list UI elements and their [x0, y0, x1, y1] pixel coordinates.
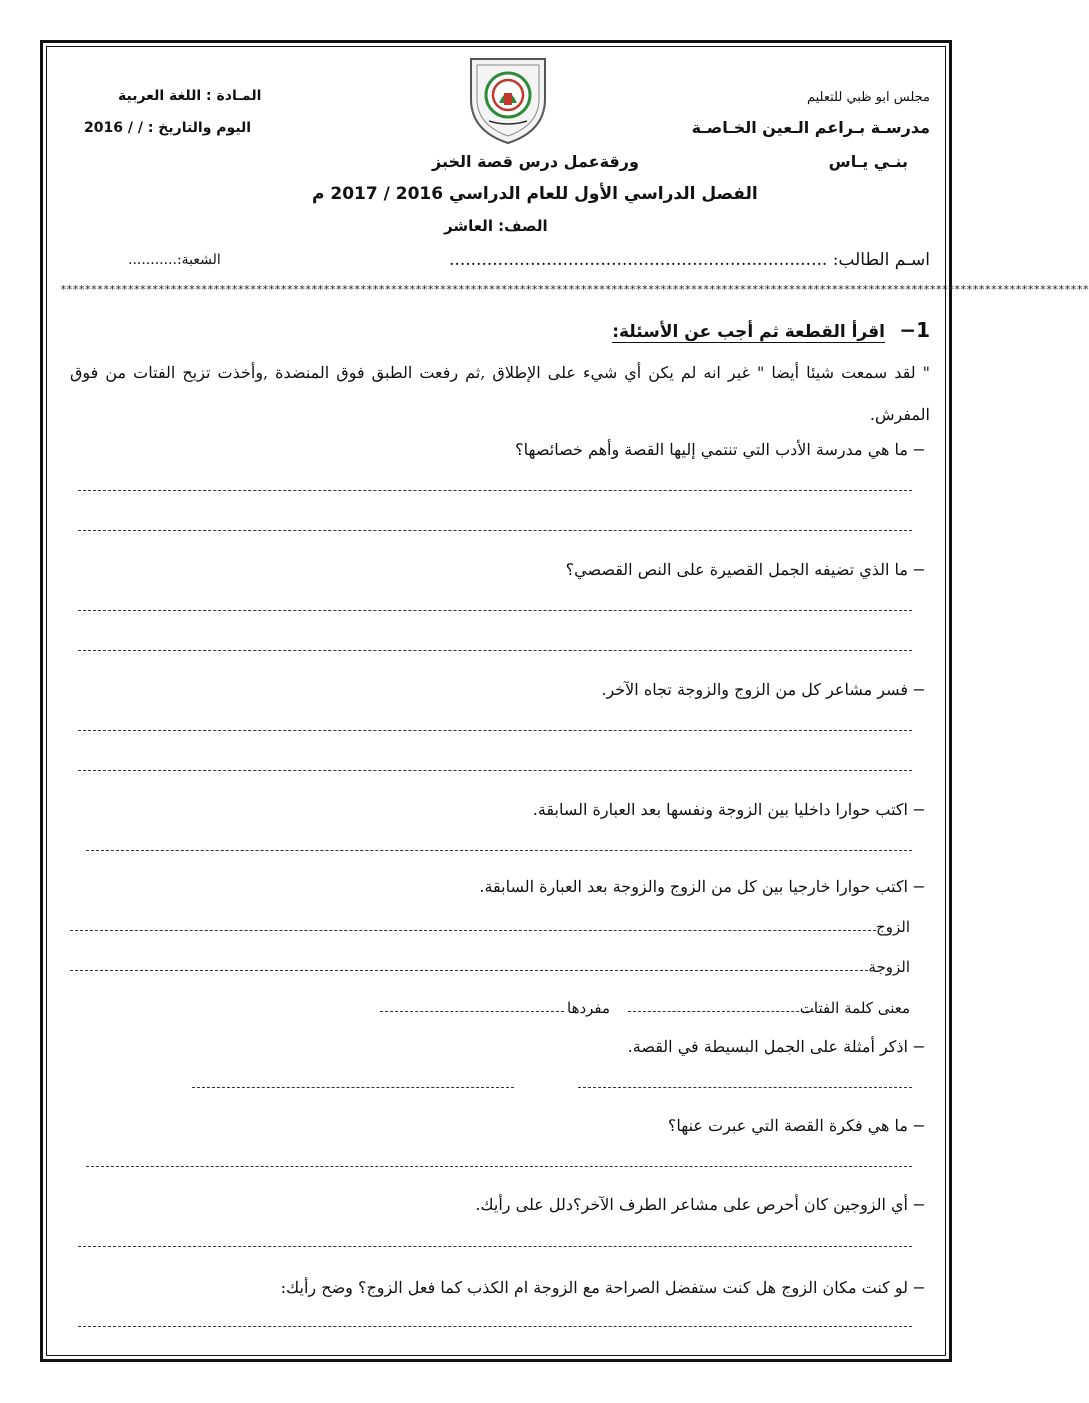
- item-9: −لو كنت مكان الزوج هل كنت ستفضل الصراحة مع الزوجة ام الكذب كما فعل الزوج؟ وضح رأيك:: [280, 1278, 926, 1297]
- item-7: −ما هي فكرة القصة التي عبرت عنها؟: [667, 1116, 926, 1135]
- page-border-inner: [46, 46, 1089, 1356]
- question-title: اقرأ القطعة ثم أجب عن الأسئلة:: [612, 322, 885, 342]
- question-number: 1−: [899, 318, 930, 342]
- answer-line[interactable]: [78, 610, 912, 611]
- subject-label: المـادة : اللغة العربية: [118, 88, 262, 104]
- husband-answer-line[interactable]: [70, 930, 876, 931]
- husband-label: الزوج: [876, 918, 910, 936]
- word-meaning-label: معنى كلمة الفتات: [799, 999, 910, 1017]
- answer-line[interactable]: [578, 1087, 912, 1088]
- answer-line[interactable]: [78, 1246, 912, 1247]
- answer-line[interactable]: [86, 1166, 912, 1167]
- question-header: [612, 318, 930, 342]
- separator-stars: ************************************************************************************************************************************************************************: [60, 283, 1089, 296]
- answer-line[interactable]: [78, 530, 912, 531]
- wife-label: الزوجة: [868, 958, 910, 976]
- answer-line[interactable]: [78, 730, 912, 731]
- answer-line[interactable]: [78, 650, 912, 651]
- answer-line[interactable]: [78, 770, 912, 771]
- date-label: اليوم والتاريخ : / / 2016: [84, 120, 252, 136]
- item-2: −ما الذي تضيفه الجمل القصيرة على النص القصصي؟: [565, 560, 926, 579]
- answer-line[interactable]: [86, 850, 912, 851]
- student-name-field[interactable]: اسـم الطالب: ......................................................................: [449, 250, 930, 270]
- term-line: الفصل الدراسي الأول للعام الدراسي 2016 / 2017 م: [312, 184, 758, 204]
- worksheet-title: ورقةعمل درس قصة الخبز: [432, 152, 639, 171]
- item-6: −اذكر أمثلة على الجمل البسيطة في القصة.: [627, 1037, 926, 1056]
- city-name: بنـي يـاس: [828, 152, 908, 171]
- singular-label: مفردها: [567, 999, 611, 1017]
- word-meaning-line[interactable]: [628, 1011, 814, 1012]
- school-name: مدرسـة بـراعم الـعين الخـاصـة: [691, 118, 930, 137]
- item-1: −ما هي مدرسة الأدب التي تنتمي إليها القصة وأهم خصائصها؟: [515, 440, 926, 459]
- item-5: −اكتب حوارا خارجيا بين كل من الزوج والزوجة بعد العبارة السابقة.: [479, 877, 926, 896]
- item-3: −فسر مشاعر كل من الزوج والزوجة تجاه الآخر.: [601, 680, 926, 699]
- section-field[interactable]: الشعبة:...........: [128, 252, 221, 268]
- school-logo-icon: [467, 53, 549, 145]
- singular-line[interactable]: [380, 1011, 564, 1012]
- council-name: مجلس ابو ظبي للتعليم: [806, 90, 930, 105]
- answer-line[interactable]: [78, 1326, 912, 1327]
- passage-text: " لقد سمعت شيئا أيضا " غير انه لم يكن أي شيء على الإطلاق ,ثم رفعت الطبق فوق المنضدة ,وأخذت تزيح الفتات من فوق المفرش.: [70, 363, 930, 424]
- answer-line[interactable]: [192, 1087, 514, 1088]
- wife-answer-line[interactable]: [70, 970, 868, 971]
- grade-line: الصف: العاشر: [444, 217, 548, 235]
- item-4: −اكتب حوارا داخليا بين الزوجة ونفسها بعد العبارة السابقة.: [532, 800, 926, 819]
- item-8: −أي الزوجين كان أحرص على مشاعر الطرف الآخر؟دلل على رأيك.: [475, 1195, 926, 1214]
- answer-line[interactable]: [78, 490, 912, 491]
